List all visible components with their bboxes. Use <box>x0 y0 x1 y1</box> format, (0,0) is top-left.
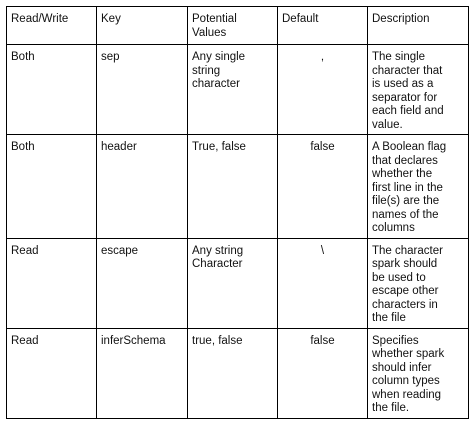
options-table <box>6 6 469 419</box>
table-row <box>7 238 469 328</box>
cell-key: escape <box>97 238 188 328</box>
cell-potential-values: Any single string character <box>188 45 278 135</box>
table-row <box>7 135 469 239</box>
cell-description: The character spark should be used to escape other characters in the file <box>368 238 469 328</box>
cell-key: header <box>97 135 188 239</box>
cell-key: sep <box>97 45 188 135</box>
cell-potential-values: Any string Character <box>188 238 278 328</box>
table-row <box>7 45 469 135</box>
cell-read-write: Read <box>7 328 97 418</box>
cell-description: Specifies whether spark should infer column types when reading the file. <box>368 328 469 418</box>
cell-potential-values: true, false <box>188 328 278 418</box>
cell-key: inferSchema <box>97 328 188 418</box>
cell-read-write: Both <box>7 45 97 135</box>
cell-read-write: Both <box>7 135 97 239</box>
table-row <box>7 328 469 418</box>
header-potential-values: Potential Values <box>188 7 278 45</box>
cell-potential-values: True, false <box>188 135 278 239</box>
cell-description: A Boolean flag that declares whether the first line in the file(s) are the names of the columns <box>368 135 469 239</box>
cell-read-write: Read <box>7 238 97 328</box>
header-description: Description <box>368 7 469 45</box>
table-header <box>7 7 469 45</box>
header-read-write: Read/Write <box>7 7 97 45</box>
cell-default: false <box>278 328 368 418</box>
cell-default: false <box>278 135 368 239</box>
table-body <box>7 45 469 419</box>
cell-default: , <box>278 45 368 135</box>
header-key: Key <box>97 7 188 45</box>
cell-default: \ <box>278 238 368 328</box>
header-row <box>7 7 469 45</box>
header-default: Default <box>278 7 368 45</box>
cell-description: The single character that is used as a separator for each field and value. <box>368 45 469 135</box>
